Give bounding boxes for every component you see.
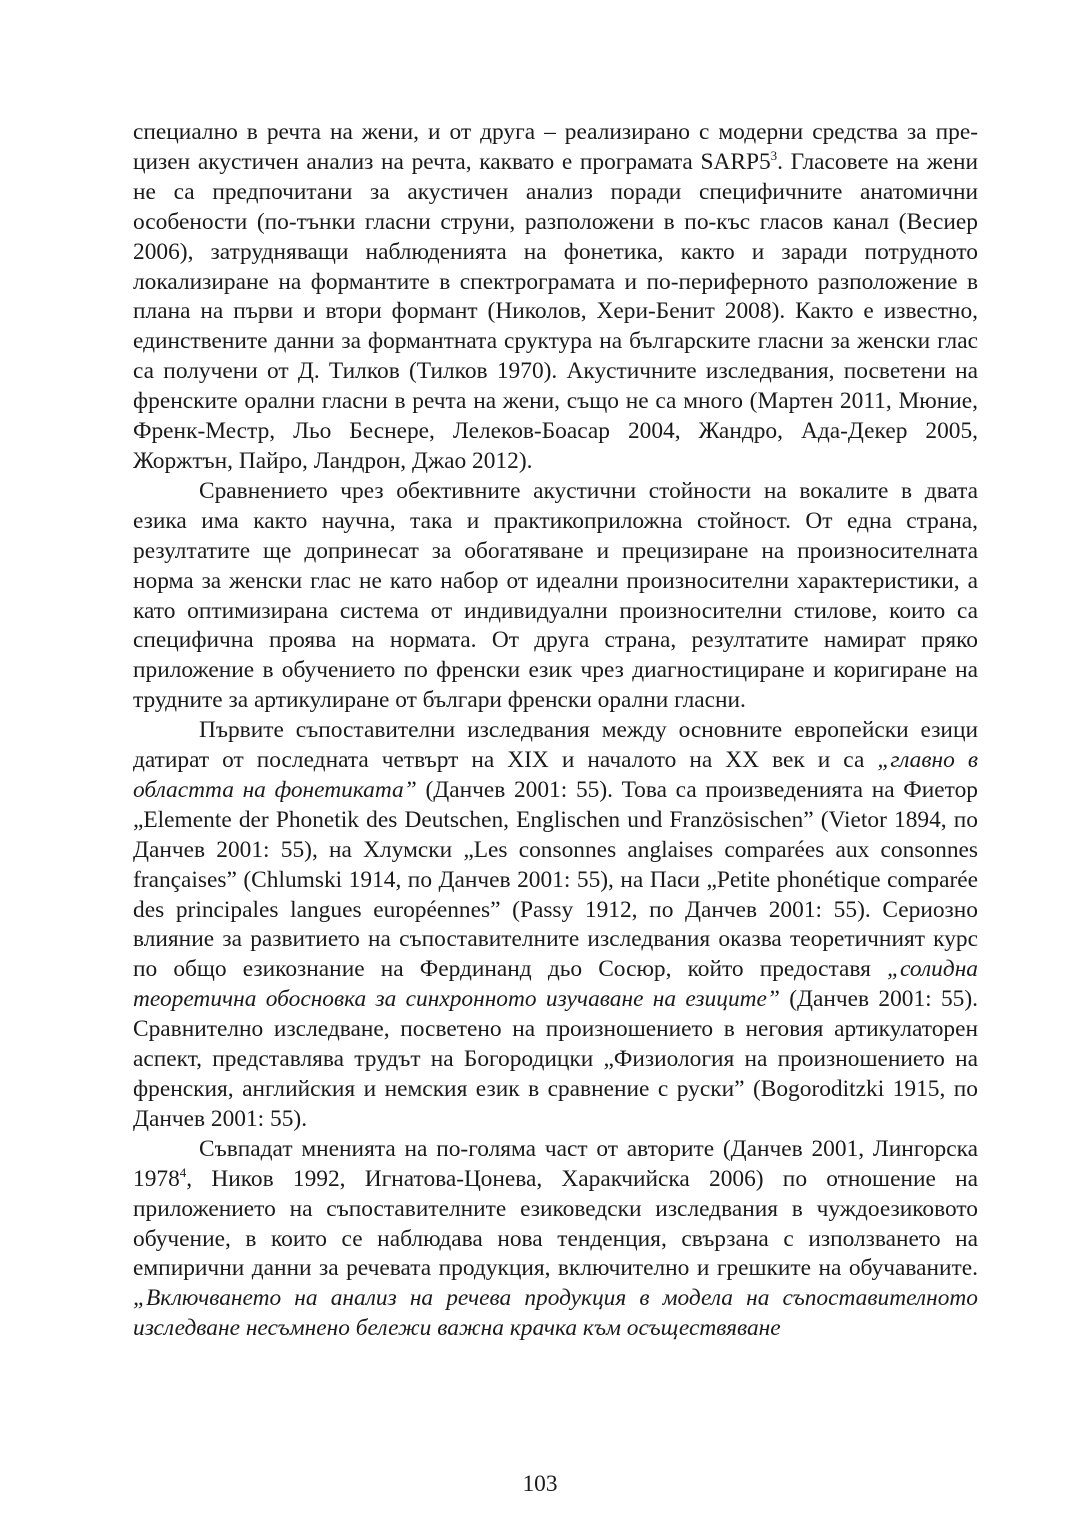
text-run: Съвпадат мненията на по-голяма част от авторите (Данчев 2001, Лингорска 1978 xyxy=(133,1135,978,1192)
italic-quote: „солидна теоретична обосновка за синхронното изучаване на езиците” xyxy=(133,956,978,1013)
paragraph-2 xyxy=(133,477,978,716)
italic-quote: „Включването на анализ на речева продукция в модела на съпоставителното изследване несъмнено бележи важна крачка към осъществяване xyxy=(133,1285,978,1342)
text-run: . Гласовете на жени не са предпочитани за акустичен анализ поради специфичните анатомични особености (по-тънки гласни струни, разположени в по-къс гласов канал (Весиер 2006), затрудняващи наблюденията на фонетика, както и заради потрудното локализиране на формантите в спектрограмата и по-периферното разположение в плана на първи и втори формант (Николов, Хери-Бенит 2008). Както е известно, единствените данни за формантната сруктура на българските гласни за женски глас са получени от Д. Тилков (Тилков 1970). Акустичните изследвания, посветени на френските орални гласни в речта на жени, също не са много (Мартен 2011, Мюние, Френк-Местр, Льо Беснере, Лелеков-Боасар 2004, Жандро, Ада-Декер 2005, Жоржтън, Пайро, Ландрон, Джао 2012). xyxy=(133,148,978,474)
text-run: специално в речта на жени, и от друга – реализирано с модерни средства за прецизен акустичен анализ на речта, каквато е програмата SARP5 xyxy=(133,119,978,175)
paragraph-3 xyxy=(133,716,978,1135)
paragraph-1 xyxy=(133,118,978,477)
page-number: 103 xyxy=(522,1471,558,1497)
italic-quote: „главно в областта на фонетиката” xyxy=(133,747,979,803)
text-run: (Данчев 2001: 55). Сравнително изследване, посветено на произношението в неговия артикулаторен аспект, представлява трудът на Богородицки „Физиология на произношението на френския, английския и немския език в сравнение с руски” (Bogoroditzki 1915, по Данчев 2001: 55). xyxy=(133,986,978,1132)
text-run: Сравнението чрез обективните акустични стойности на вокалите в двата езика има както научна, така и практикоприложна стойност. От една страна, резултатите ще допринесат за обогатяване и прецизиране на произносителната норма за женски глас не като набор от идеални произносителни характеристики, а като оптимизирана система от индивидуални произносителни стилове, които са специфична проява на нормата. От друга страна, резултатите намират пряко приложение в обучението по френски език чрез диагностициране и коригиране на трудните за артикулиране от българи френски орални гласни. xyxy=(133,477,978,714)
text-run: Първите съпоставителни изследвания между основните европейски езици датират от последната четвърт на XIX и началото на XX век и са xyxy=(133,717,978,774)
text-run: , Ников 1992, Игнатова-Цонева, Харакчийска 2006) по отношение на приложението на съпоставителните езиковедски изследвания в чуждоезиковото обучение, в които се наблюдава нова тенденция, свързана с използването на емпирични данни за речевата продукция, включително и грешките на обучаваните. xyxy=(133,1165,978,1282)
footnote-ref-4[interactable]: 4 xyxy=(179,1164,187,1180)
text-run: (Данчев 2001: 55). Това са произведенията на Фиетор „Elemente der Phonetik des Deutschen, Englischen und Französischen” (Vietor 1894, по Данчев 2001: 55), на Хлумски „Les consonnes anglaises comparées aux consonnes françaises” (Chlumski 1914, по Данчев 2001: 55), на Паси „Petite phonétique comparée des principales langues européennes” (Passy 1912, по Данчев 2001: 55). Сериозно влияние за развитието на съпоставителните изследвания оказва теоретичният курс по общо езикознание на Фердинанд дьо Сосюр, който предоставя xyxy=(133,776,978,983)
page-body xyxy=(133,118,978,1344)
paragraph-4 xyxy=(133,1135,978,1344)
footnote-ref-3[interactable]: 3 xyxy=(770,147,778,163)
